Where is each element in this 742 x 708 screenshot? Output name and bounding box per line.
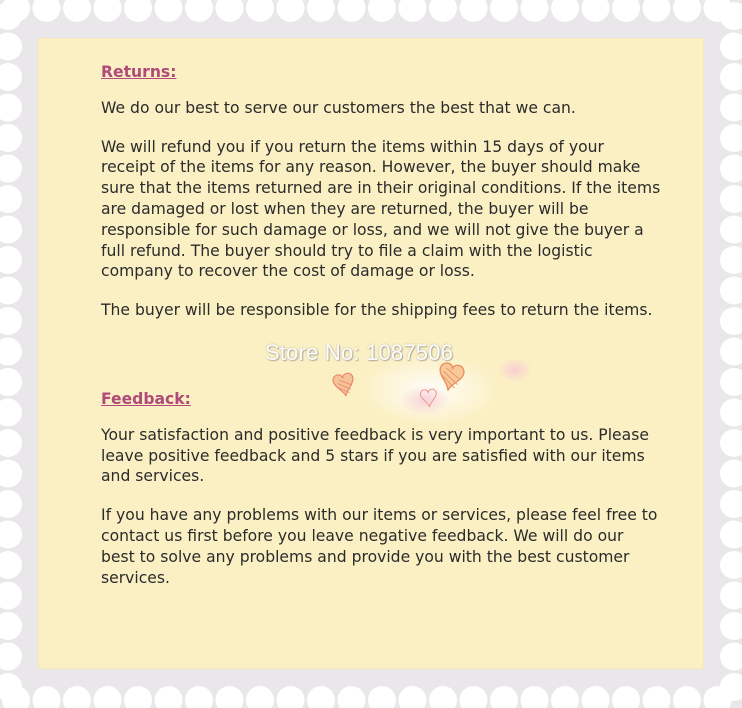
scallop (368, 0, 396, 22)
scallop (338, 0, 366, 22)
scallop (246, 686, 274, 708)
returns-paragraph: The buyer will be responsible for the shipping fees to return the items. (101, 301, 653, 320)
scallop (0, 338, 22, 366)
scallop (643, 0, 671, 22)
scallop (0, 277, 22, 305)
scallop (0, 216, 22, 244)
returns-heading: Returns: (101, 63, 177, 81)
scallop (0, 307, 22, 335)
scallop (0, 33, 22, 61)
scallop (185, 686, 213, 708)
scallop (0, 399, 22, 427)
scallop (460, 0, 488, 22)
scallop (155, 686, 183, 708)
scallop (720, 33, 742, 61)
scallop (429, 686, 457, 708)
scallop (277, 686, 305, 708)
scallop (0, 246, 22, 274)
scallop (720, 368, 742, 396)
scallop (429, 0, 457, 22)
scallop (216, 0, 244, 22)
store-watermark: Store No: 1087506 (265, 340, 454, 365)
scallop (673, 686, 701, 708)
feedback-paragraph: Your satisfaction and positive feedback is very important to us. Please leave positive feedback and 5 stars if you are satisfied with our items and services. (101, 425, 649, 486)
scallop (673, 0, 701, 22)
scallop (0, 185, 22, 213)
scallop (612, 0, 640, 22)
scallop (720, 490, 742, 518)
scallop (0, 460, 22, 488)
scallop (185, 0, 213, 22)
policy-content (101, 62, 661, 588)
scallop (399, 686, 427, 708)
scallop (307, 686, 335, 708)
scallop (720, 399, 742, 427)
scallop (490, 686, 518, 708)
scallop (720, 216, 742, 244)
scallop (33, 686, 61, 708)
scallop (582, 0, 610, 22)
scallop (720, 521, 742, 549)
scallop (720, 582, 742, 610)
scallop (720, 63, 742, 91)
scallop (338, 686, 366, 708)
returns-paragraph: We will refund you if you return the items within 15 days of your receipt of the items for any reason. However, the buyer should make sure that the items returned are in their original conditions. If the items are damaged or lost when they are returned, the buyer will be responsible for such damage or loss, and we will not give the buyer a full refund. The buyer should try to file a claim with the logistic company to recover the cost of damage or loss. (101, 137, 661, 281)
scallop (720, 612, 742, 640)
scallop (720, 277, 742, 305)
scallop (551, 686, 579, 708)
scallop (399, 0, 427, 22)
scallop (612, 686, 640, 708)
scallop (720, 307, 742, 335)
scallop (720, 246, 742, 274)
scallop (720, 124, 742, 152)
scallop (94, 0, 122, 22)
scallop (216, 686, 244, 708)
feedback-paragraph: If you have any problems with our items or services, please feel free to contact us first before you leave negative feedback. We will do our best to solve any problems and provide you with the best customer services. (101, 506, 658, 587)
scallop (0, 490, 22, 518)
scallop (0, 643, 22, 671)
scallop (643, 686, 671, 708)
feedback-heading: Feedback: (101, 389, 191, 408)
scallop (0, 429, 22, 457)
scallop (720, 185, 742, 213)
scallop (720, 338, 742, 366)
scallop (307, 0, 335, 22)
scallop (720, 429, 742, 457)
scallop (0, 124, 22, 152)
scallop (521, 0, 549, 22)
scallop (368, 686, 396, 708)
scallop (0, 551, 22, 579)
scallop (0, 612, 22, 640)
scallop (33, 0, 61, 22)
scallop (277, 0, 305, 22)
scallop (521, 686, 549, 708)
scallop (246, 0, 274, 22)
scallop (720, 460, 742, 488)
scallop (0, 155, 22, 183)
scallop (124, 686, 152, 708)
scallop (582, 686, 610, 708)
scallop (0, 582, 22, 610)
scallop (63, 686, 91, 708)
returns-paragraph: We do our best to serve our customers the best that we can. (101, 98, 576, 117)
scallop (490, 0, 518, 22)
scallop (460, 686, 488, 708)
scallop (720, 551, 742, 579)
scallop (0, 521, 22, 549)
scallop (63, 0, 91, 22)
scallop (0, 63, 22, 91)
scallop (94, 686, 122, 708)
scallop (0, 368, 22, 396)
scallop (155, 0, 183, 22)
scallop (720, 94, 742, 122)
scallop (124, 0, 152, 22)
scallop (720, 643, 742, 671)
scallop (0, 94, 22, 122)
scallop (551, 0, 579, 22)
scallop (720, 155, 742, 183)
